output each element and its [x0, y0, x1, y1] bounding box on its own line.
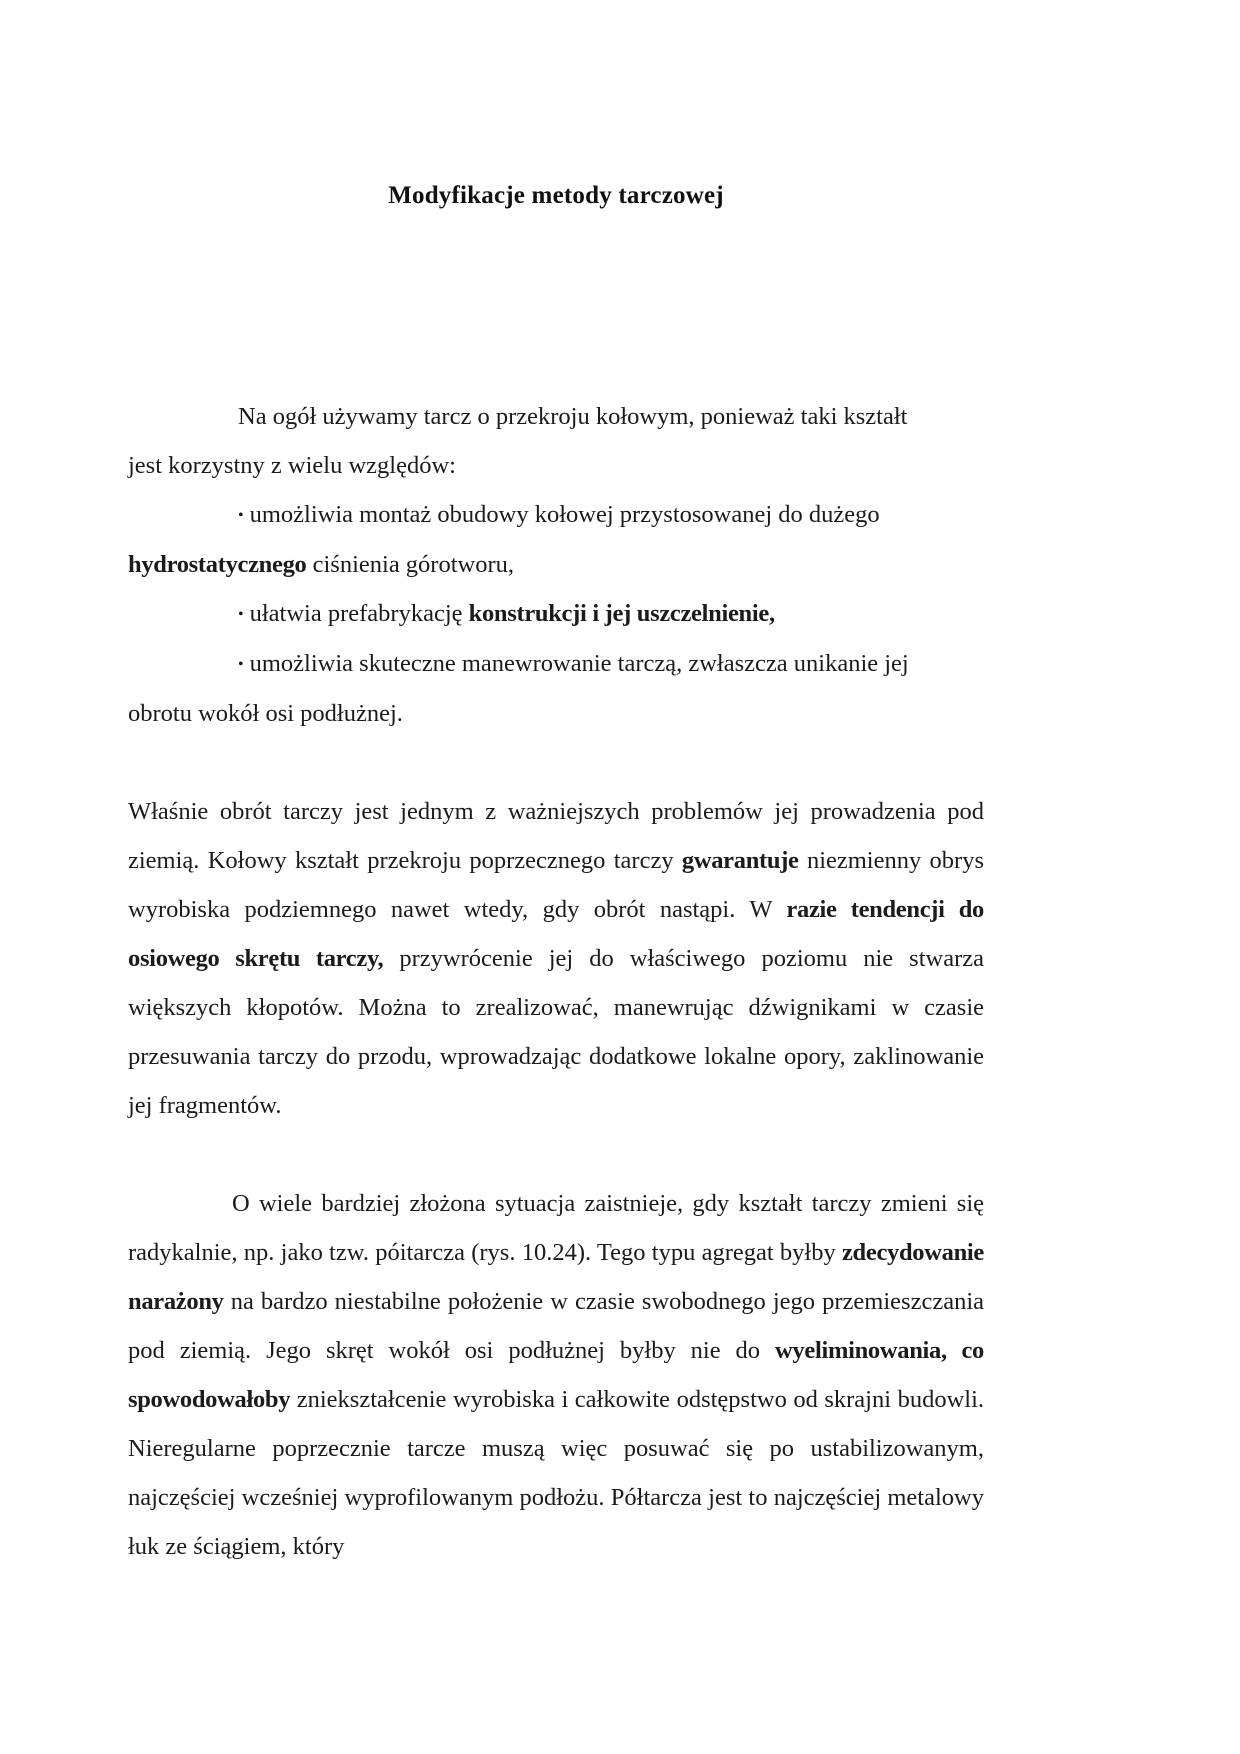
paragraph-rotation-seg-3: niezmienny obrys wyrobiska podziemnego nawet wtedy, gdy obrót nastąpi. W — [128, 847, 984, 923]
bullet-dot-icon: • — [238, 507, 244, 524]
bullet-item-3-continuation: obrotu wokół osi podłużnej. — [128, 700, 403, 727]
paragraph-halfshield-emphasis-1: zdecydowanie narażony — [128, 1239, 984, 1315]
paragraph-rotation-emphasis-1: gwarantuje — [681, 847, 799, 874]
bullet-item-1-continuation — [128, 540, 984, 589]
bullet-item-3 — [128, 639, 984, 689]
bullet-1-continuation-rest: ciśnienia górotworu, — [306, 551, 515, 578]
page-title: Modyfikacje metody tarczowej — [388, 182, 724, 209]
paragraph-rotation-emphasis-2: razie tendencji do osiowego skrętu tarczy, — [128, 896, 985, 972]
intro-line-1: Na ogół używamy tarcz o przekroju kołowym, ponieważ taki kształt — [238, 403, 908, 430]
bullet-item-2 — [128, 589, 984, 639]
paragraph-halfshield-seg-5: zniekształcenie wyrobiska i całkowite odstępstwo od skrajni budowli. Nieregularne poprzecznie tarcze muszą więc posuwać się po ustabilizowanym, najczęściej wcześniej wyprofilowanym podłożu. Półtarcza jest to najczęściej metalowy łuk ze ściągiem, który — [128, 1386, 984, 1560]
paragraph-rotation-seg-1: Właśnie obrót tarczy jest jednym z ważniejszych problemów jej prowadzenia pod ziemią. Kołowy kształt przekroju poprzecznego tarczy — [128, 798, 984, 874]
paragraph-rotation-seg-5: przywrócenie jej do właściwego poziomu nie stwarza większych kłopotów. Można to zrealizować, manewrując dźwignikami w czasie przesuwania tarczy do przodu, wprowadzając dodatkowe lokalne opory, zaklinowanie jej fragmentów. — [128, 945, 984, 1119]
page-content — [128, 0, 984, 1581]
paragraph-rotation — [128, 787, 984, 1130]
bullet-2-text: ułatwia prefabrykację — [249, 600, 469, 627]
bullet-1-text: umożliwia montaż obudowy kołowej przystosowanej do dużego — [249, 501, 880, 528]
title-spacer — [128, 210, 984, 262]
paragraph-halfshield-emphasis-2: wyeliminowania, co spowodowałoby — [128, 1337, 984, 1413]
section-spacer-2 — [128, 1130, 984, 1179]
intro-line-2: jest korzystny z wielu względów: — [128, 452, 456, 479]
bullet-1-continuation-emphasis: hydrostatycznego — [128, 551, 307, 578]
section-spacer-1 — [128, 738, 984, 787]
bullet-dot-icon: • — [238, 656, 244, 673]
bullet-3-text: umożliwia skuteczne manewrowanie tarczą, zwłaszcza unikanie jej — [249, 650, 909, 677]
bullet-dot-icon: • — [238, 606, 244, 623]
bullet-2-emphasis: konstrukcji i jej uszczelnienie, — [468, 600, 775, 627]
paragraph-halfshield-seg-3: na bardzo niestabilne położenie w czasie swobodnego jego przemieszczania pod ziemią. Jego skręt wokół osi podłużnej byłby nie do — [128, 1288, 984, 1364]
paragraph-halfshield — [128, 1179, 984, 1581]
bullet-item-1 — [128, 490, 984, 540]
paragraph-halfshield-seg-1: O wiele bardziej złożona sytuacja zaistnieje, gdy kształt tarczy zmieni się radykalnie, np. jako tzw. póitarcza (rys. 10.24). Tego typu agregat byłby — [128, 1190, 984, 1266]
